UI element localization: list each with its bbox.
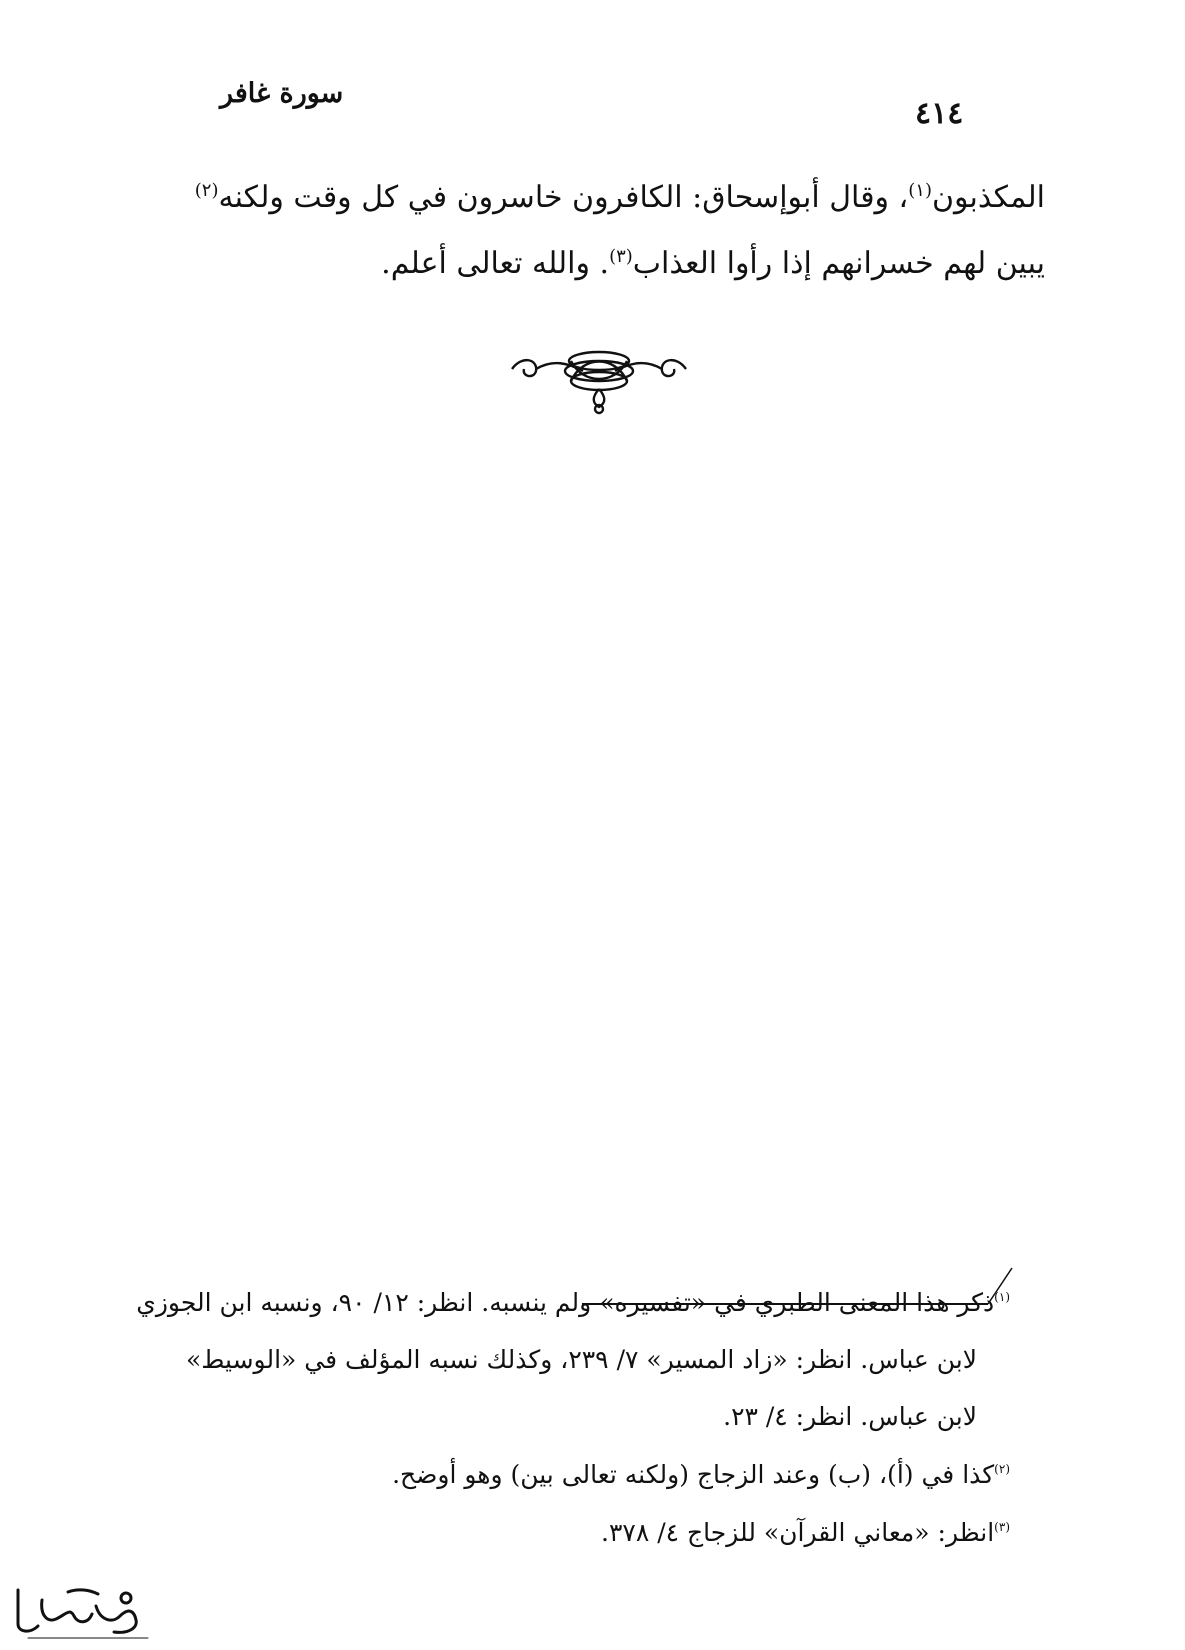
surah-title: سورة غافر bbox=[220, 78, 344, 109]
body-text: يبين لهم خسرانهم إذا رأوا العذاب bbox=[632, 246, 1045, 281]
footnote-2 bbox=[392, 1460, 1010, 1489]
footnote-1-continued bbox=[723, 1402, 977, 1431]
body-text: . والله تعالى أعلم. bbox=[381, 246, 610, 281]
body-text: المكذبون bbox=[931, 180, 1045, 215]
footnote-ref-2: (٢) bbox=[194, 180, 219, 201]
footnote-text: لابن عباس. انظر: ٤/ ٢٣. bbox=[723, 1402, 977, 1431]
footnote-1 bbox=[136, 1288, 1010, 1317]
body-line-2 bbox=[381, 248, 1045, 279]
footnote-3 bbox=[601, 1518, 1010, 1547]
footnote-text: لابن عباس. انظر: «زاد المسير» ٧/ ٢٣٩، وكذلك نسبه المؤلف في «الوسيط» bbox=[186, 1345, 977, 1374]
footnote-text: انظر: «معاني القرآن» للزجاج ٤/ ٣٧٨. bbox=[601, 1518, 995, 1547]
footnote-text: كذا في (أ)، (ب) وعند الزجاج (ولكنه تعالى بين) وهو أوضح. bbox=[392, 1460, 995, 1489]
footnote-marker: (٢) bbox=[994, 1462, 1010, 1476]
page-number: ٤١٤ bbox=[915, 96, 964, 131]
footnote-text: ذكر هذا المعنى الطبري في «تفسيره» ولم ينسبه. انظر: ١٢/ ٩٠، ونسبه ابن الجوزي bbox=[136, 1288, 995, 1317]
footnote-marker: (١) bbox=[994, 1290, 1010, 1304]
library-stamp-logo bbox=[8, 1580, 158, 1644]
footnote-marker: (٣) bbox=[994, 1520, 1010, 1534]
footnote-ref-3: (٣) bbox=[609, 246, 633, 267]
body-text: ، وقال أبوإسحاق: الكافرون خاسرون في كل وقت ولكنه bbox=[218, 180, 909, 215]
body-line-1 bbox=[195, 182, 1045, 213]
end-ornament bbox=[508, 345, 690, 415]
footnote-ref-1: (١) bbox=[908, 180, 932, 201]
footnote-1-continued bbox=[186, 1345, 977, 1374]
